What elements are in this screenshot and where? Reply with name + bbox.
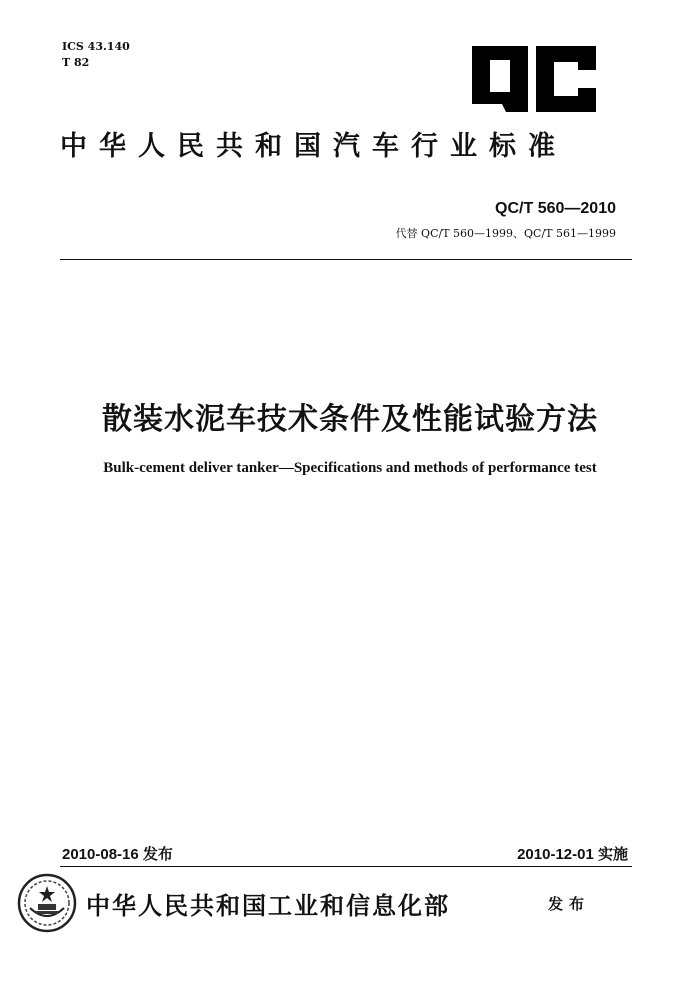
qc-logo-q bbox=[472, 46, 528, 112]
issue-date: 2010-08-16 发布 bbox=[62, 846, 173, 863]
issuing-authority: 中华人民共和国工业和信息化部 bbox=[86, 892, 450, 920]
top-divider bbox=[60, 259, 632, 260]
category-code: T 82 bbox=[62, 56, 90, 69]
replaces-note: 代替 QC/T 560—1999、QC/T 561—1999 bbox=[395, 227, 616, 240]
bottom-divider bbox=[60, 866, 632, 867]
ics-code: ICS 43.140 bbox=[62, 40, 130, 53]
qc-logo-c bbox=[536, 46, 596, 112]
publish-label: 发布 bbox=[548, 895, 591, 913]
national-emblem-icon bbox=[16, 872, 78, 934]
title-english: Bulk-cement deliver tanker—Specifications and methods of performance test bbox=[103, 460, 597, 476]
title-chinese: 散装水泥车技术条件及性能试验方法 bbox=[102, 402, 598, 437]
qc-logo bbox=[472, 46, 596, 112]
standard-number: QC/T 560—2010 bbox=[495, 200, 616, 217]
implementation-date: 2010-12-01 实施 bbox=[517, 846, 628, 863]
standard-type-heading: 中华人民共和国汽车行业标准 bbox=[60, 131, 567, 162]
